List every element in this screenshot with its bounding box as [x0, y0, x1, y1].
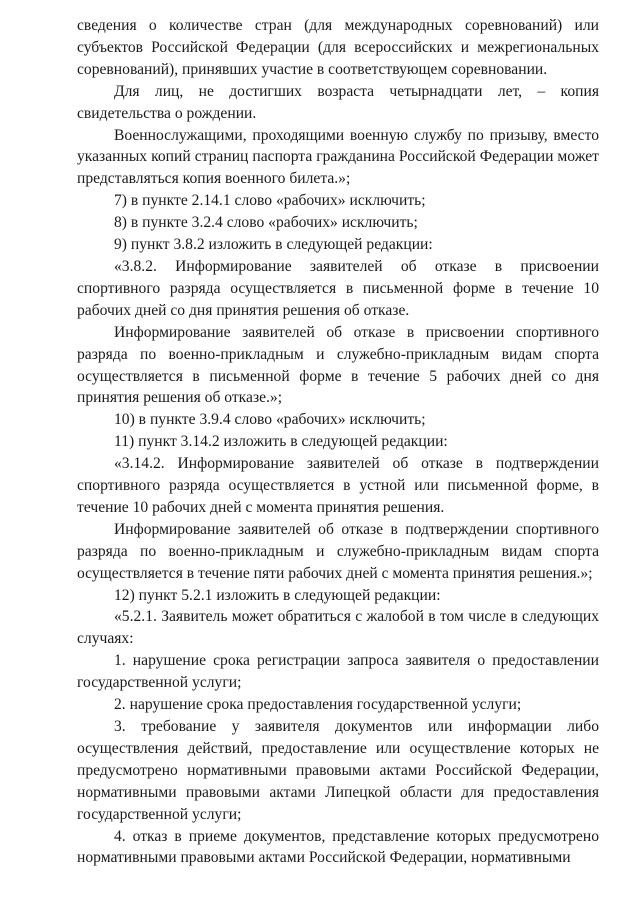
paragraph-13: 12) пункт 5.2.1 изложить в следующей редакции:: [114, 586, 441, 604]
paragraph-18: 4. отказ в приеме документов, представление которых предусмотрено нормативными правовыми актами Российской Федерации, нормативными: [77, 827, 599, 867]
paragraph-4: 7) в пункте 2.14.1 слово «рабочих» исключить;: [114, 192, 426, 210]
paragraph-10: 11) пункт 3.14.2 изложить в следующей редакции:: [114, 433, 448, 451]
paragraph-11: «3.14.2. Информирование заявителей об отказе в подтверждении спортивного разряда осуществляется в устной или письменной форме, в течение 10 рабочих дней с момента принятия решения.: [77, 455, 599, 516]
paragraph-1: сведения о количестве стран (для международных соревнований) или субъектов Российской Федерации (для всероссийских и межрегиональных соревнований), принявших участие в соответствующем соревновании.: [77, 17, 599, 78]
paragraph-15: 1. нарушение срока регистрации запроса заявителя о предоставлении государственной услуги;: [77, 652, 599, 692]
paragraph-9: 10) в пункте 3.9.4 слово «рабочих» исключить;: [114, 411, 426, 429]
paragraph-16: 2. нарушение срока предоставления государственной услуги;: [114, 696, 522, 714]
document-body: [77, 15, 599, 869]
paragraph-12: Информирование заявителей об отказе в подтверждении спортивного разряда по военно-прикладным и служебно-прикладным видам спорта осуществляется в течение пяти рабочих дней с момента принятия решения.»;: [77, 520, 599, 582]
paragraph-17: 3. требование у заявителя документов или информации либо осуществления действий, предоставление или осуществление которых не предусмотрено нормативными правовыми актами Российской Федерации, нормативными правовыми актами Липецкой области для предоставления государственной услуги;: [77, 718, 599, 823]
paragraph-14: «5.2.1. Заявитель может обратиться с жалобой в том числе в следующих случаях:: [77, 608, 599, 648]
paragraph-6: 9) пункт 3.8.2 изложить в следующей редакции:: [114, 236, 433, 254]
paragraph-2: Для лиц, не достигших возраста четырнадцати лет, – копия свидетельства о рождении.: [77, 82, 599, 122]
paragraph-3: Военнослужащими, проходящими военную службу по призыву, вместо указанных копий страниц паспорта гражданина Российской Федерации может представляться копия военного билета.»;: [77, 126, 599, 188]
paragraph-5: 8) в пункте 3.2.4 слово «рабочих» исключить;: [114, 214, 418, 232]
paragraph-7: «3.8.2. Информирование заявителей об отказе в присвоении спортивного разряда осуществляется в письменной форме в течение 10 рабочих дней со дня принятия решения об отказе.: [77, 257, 599, 319]
paragraph-8: Информирование заявителей об отказе в присвоении спортивного разряда по военно-прикладным и служебно-прикладным видам спорта осуществляется в письменной форме в течение 5 рабочих дней со дня принятия решения об отказе.»;: [77, 323, 599, 407]
